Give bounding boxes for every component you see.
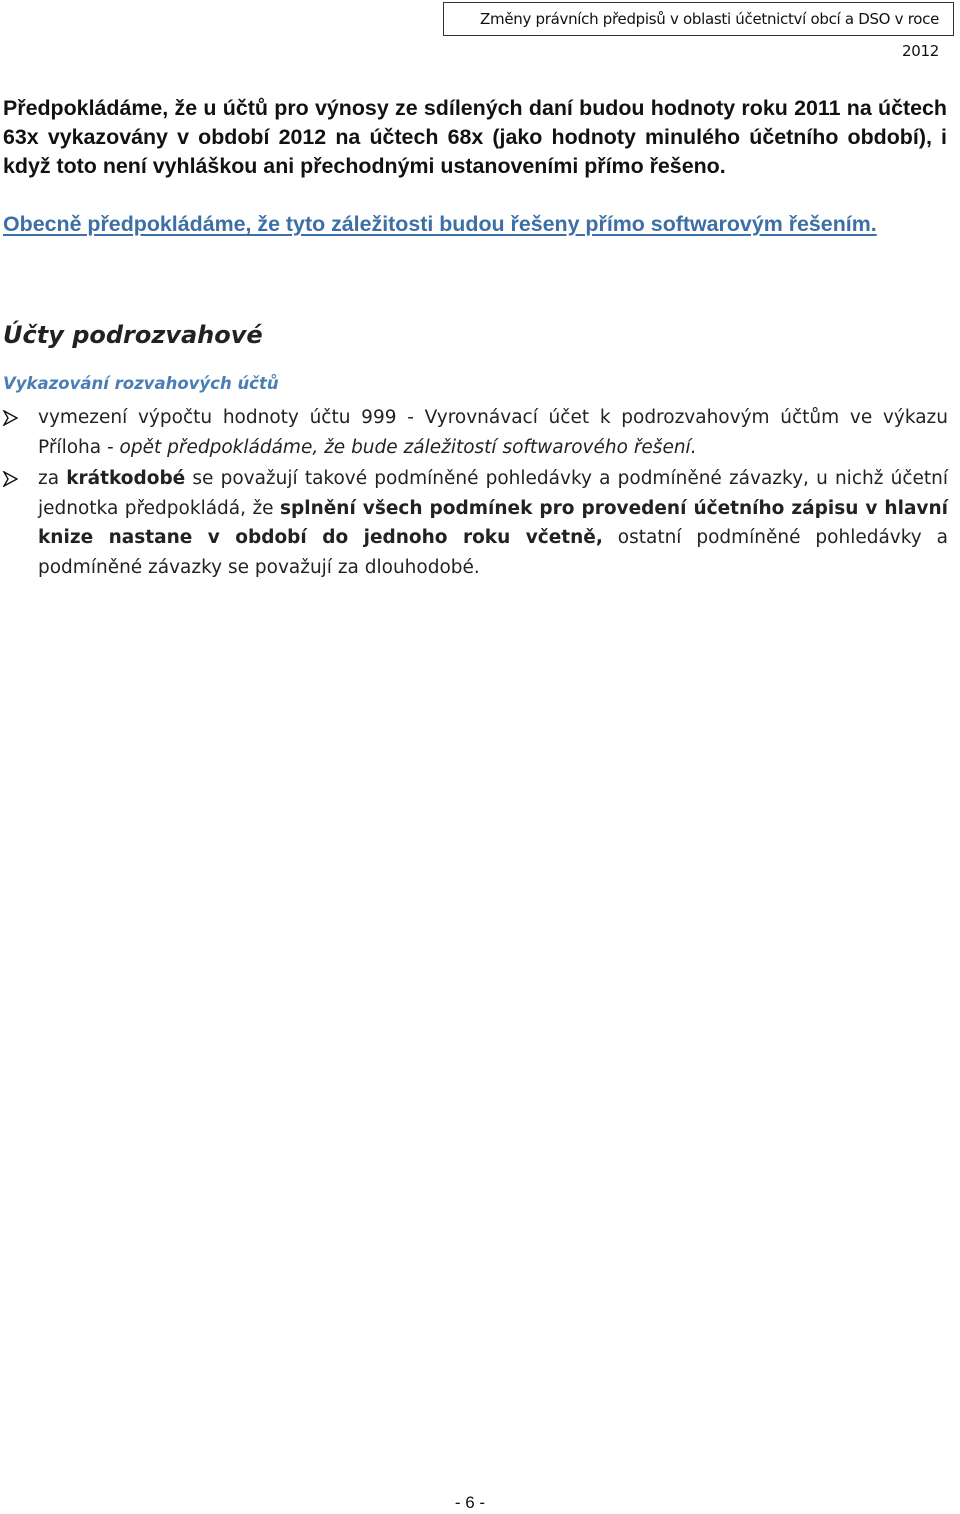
page-header	[443, 2, 954, 60]
list-item	[0, 403, 948, 462]
bullet-text: za	[38, 468, 67, 489]
bullet-list	[0, 403, 948, 584]
bullet-text: ostatní podmíněné pohledávky a podmíněné závazky se považují za dlouhodobé.	[38, 527, 948, 578]
bullet-text: vymezení výpočtu hodnoty účtu 999 - Vyrovnávací účet k podrozvahovým účtům ve výkazu Příloha -	[38, 407, 948, 458]
page-number: - 6 -	[454, 1493, 486, 1512]
intro-paragraph: Předpokládáme, že u účtů pro výnosy ze sdílených daní budou hodnoty roku 2011 na účtech 63x vykazovány v období 2012 na účtech 68x (jako hodnoty minulého účetního období), i když toto není vyhláškou ani přechodnými ustanoveními přímo řešeno.	[3, 96, 947, 178]
section-title: Účty podrozvahové	[3, 321, 263, 349]
bullet-bold-text: splnění všech podmínek pro provedení účetního zápisu v hlavní knize nastane v období do jednoho roku včetně,	[38, 497, 948, 548]
bullet-text: se považují takové podmíněné pohledávky a podmíněné závazky, u nichž účetní jednotka předpokládá, že	[38, 468, 948, 519]
subsection-title: Vykazování rozvahových účtů	[3, 374, 279, 393]
arrow-bullet-icon	[2, 410, 18, 426]
generally-note: Obecně předpokládáme, že tyto záležitosti budou řešeny přímo softwarovým řešením.	[3, 212, 877, 236]
bullet-italic-text: opět předpokládáme, že bude záležitostí softwarového řešení.	[119, 436, 697, 458]
list-item	[0, 464, 948, 582]
arrow-bullet-icon	[2, 471, 18, 487]
bullet-bold-text: krátkodobé	[66, 468, 186, 489]
header-title: Změny právních předpisů v oblasti účetnictví obcí a DSO v roce 2012	[480, 10, 939, 60]
